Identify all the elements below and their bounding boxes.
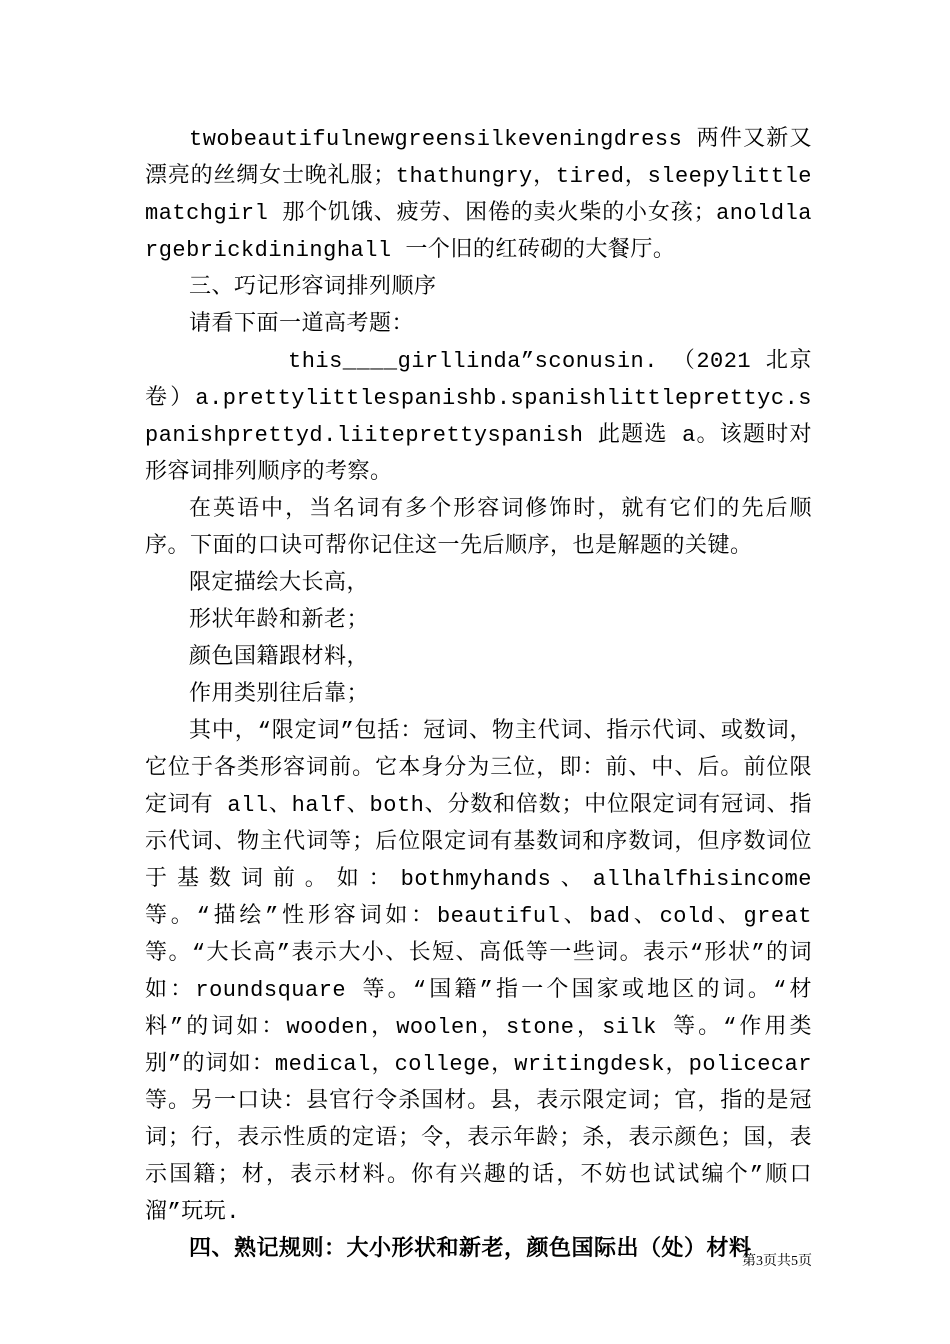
paragraph-order-intro: 在英语中，当名词有多个形容词修饰时，就有它们的先后顺序。下面的口诀可帮你记住这一先后顺序，也是解题的关键。 <box>145 497 812 559</box>
verse-line-1: 限定描绘大长高， <box>189 571 370 596</box>
section-heading-4: 四、熟记规则：大小形状和新老，颜色国际出（处）材料 <box>189 1237 752 1262</box>
paragraph-explanation: 其中，“限定词”包括：冠词、物主代词、指示代词、或数词，它位于各类形容词前。它本身分为三位，即：前、中、后。前位限定词有 all、half、both、分数和倍数；中位限定词有冠词、指示代词、物主代词等；后位限定词有基数词和序数词，但序数词位于基数词前。如：bothmyhands、allhalfhisincome 等。“描绘”性形容词如：beautiful、bad、cold、great 等。“大长高”表示大小、长短、高低等一些词。表示“形状”的词如：roundsquare 等。“国籍”指一个国家或地区的词。“材料”的词如：wooden，woolen，stone，silk 等。“作用类别”的词如：medical，college，writingdesk，policecar 等。另一口诀：县官行令杀国材。县，表示限定词；官，指的是冠词；行，表示性质的定语；令，表示年龄；杀，表示颜色；国，表示国籍；材，表示材料。你有兴趣的话，不妨也试试编个”顺口溜”玩玩. <box>145 719 812 1225</box>
document-content <box>145 121 812 1268</box>
section-heading-3: 三、巧记形容词排列顺序 <box>189 275 437 300</box>
verse-line-4: 作用类别往后靠； <box>189 682 370 707</box>
verse-line-3: 颜色国籍跟材料， <box>189 645 370 670</box>
page-number: 第3页共5页 <box>742 1254 812 1269</box>
paragraph-exam-intro: 请看下面一道高考题： <box>189 312 415 337</box>
paragraph-examples: twobeautifulnewgreensilkeveningdress 两件又新又漂亮的丝绸女士晚礼服；thathungry，tired，sleepylittlematchgirl 那个饥饿、疲劳、困倦的卖火柴的小女孩；anoldlargebrickdininghall 一个旧的红砖砌的大餐厅。 <box>145 127 812 263</box>
paragraph-exam-question: this____girllinda”sconusin. （2021 北京卷）a.prettylittlespanishb.spanishlittleprettyc.spanishprettyd.liiteprettyspanish 此题选 a。该题时对形容词排列顺序的考察。 <box>145 349 812 485</box>
verse-line-2: 形状年龄和新老； <box>189 608 370 633</box>
